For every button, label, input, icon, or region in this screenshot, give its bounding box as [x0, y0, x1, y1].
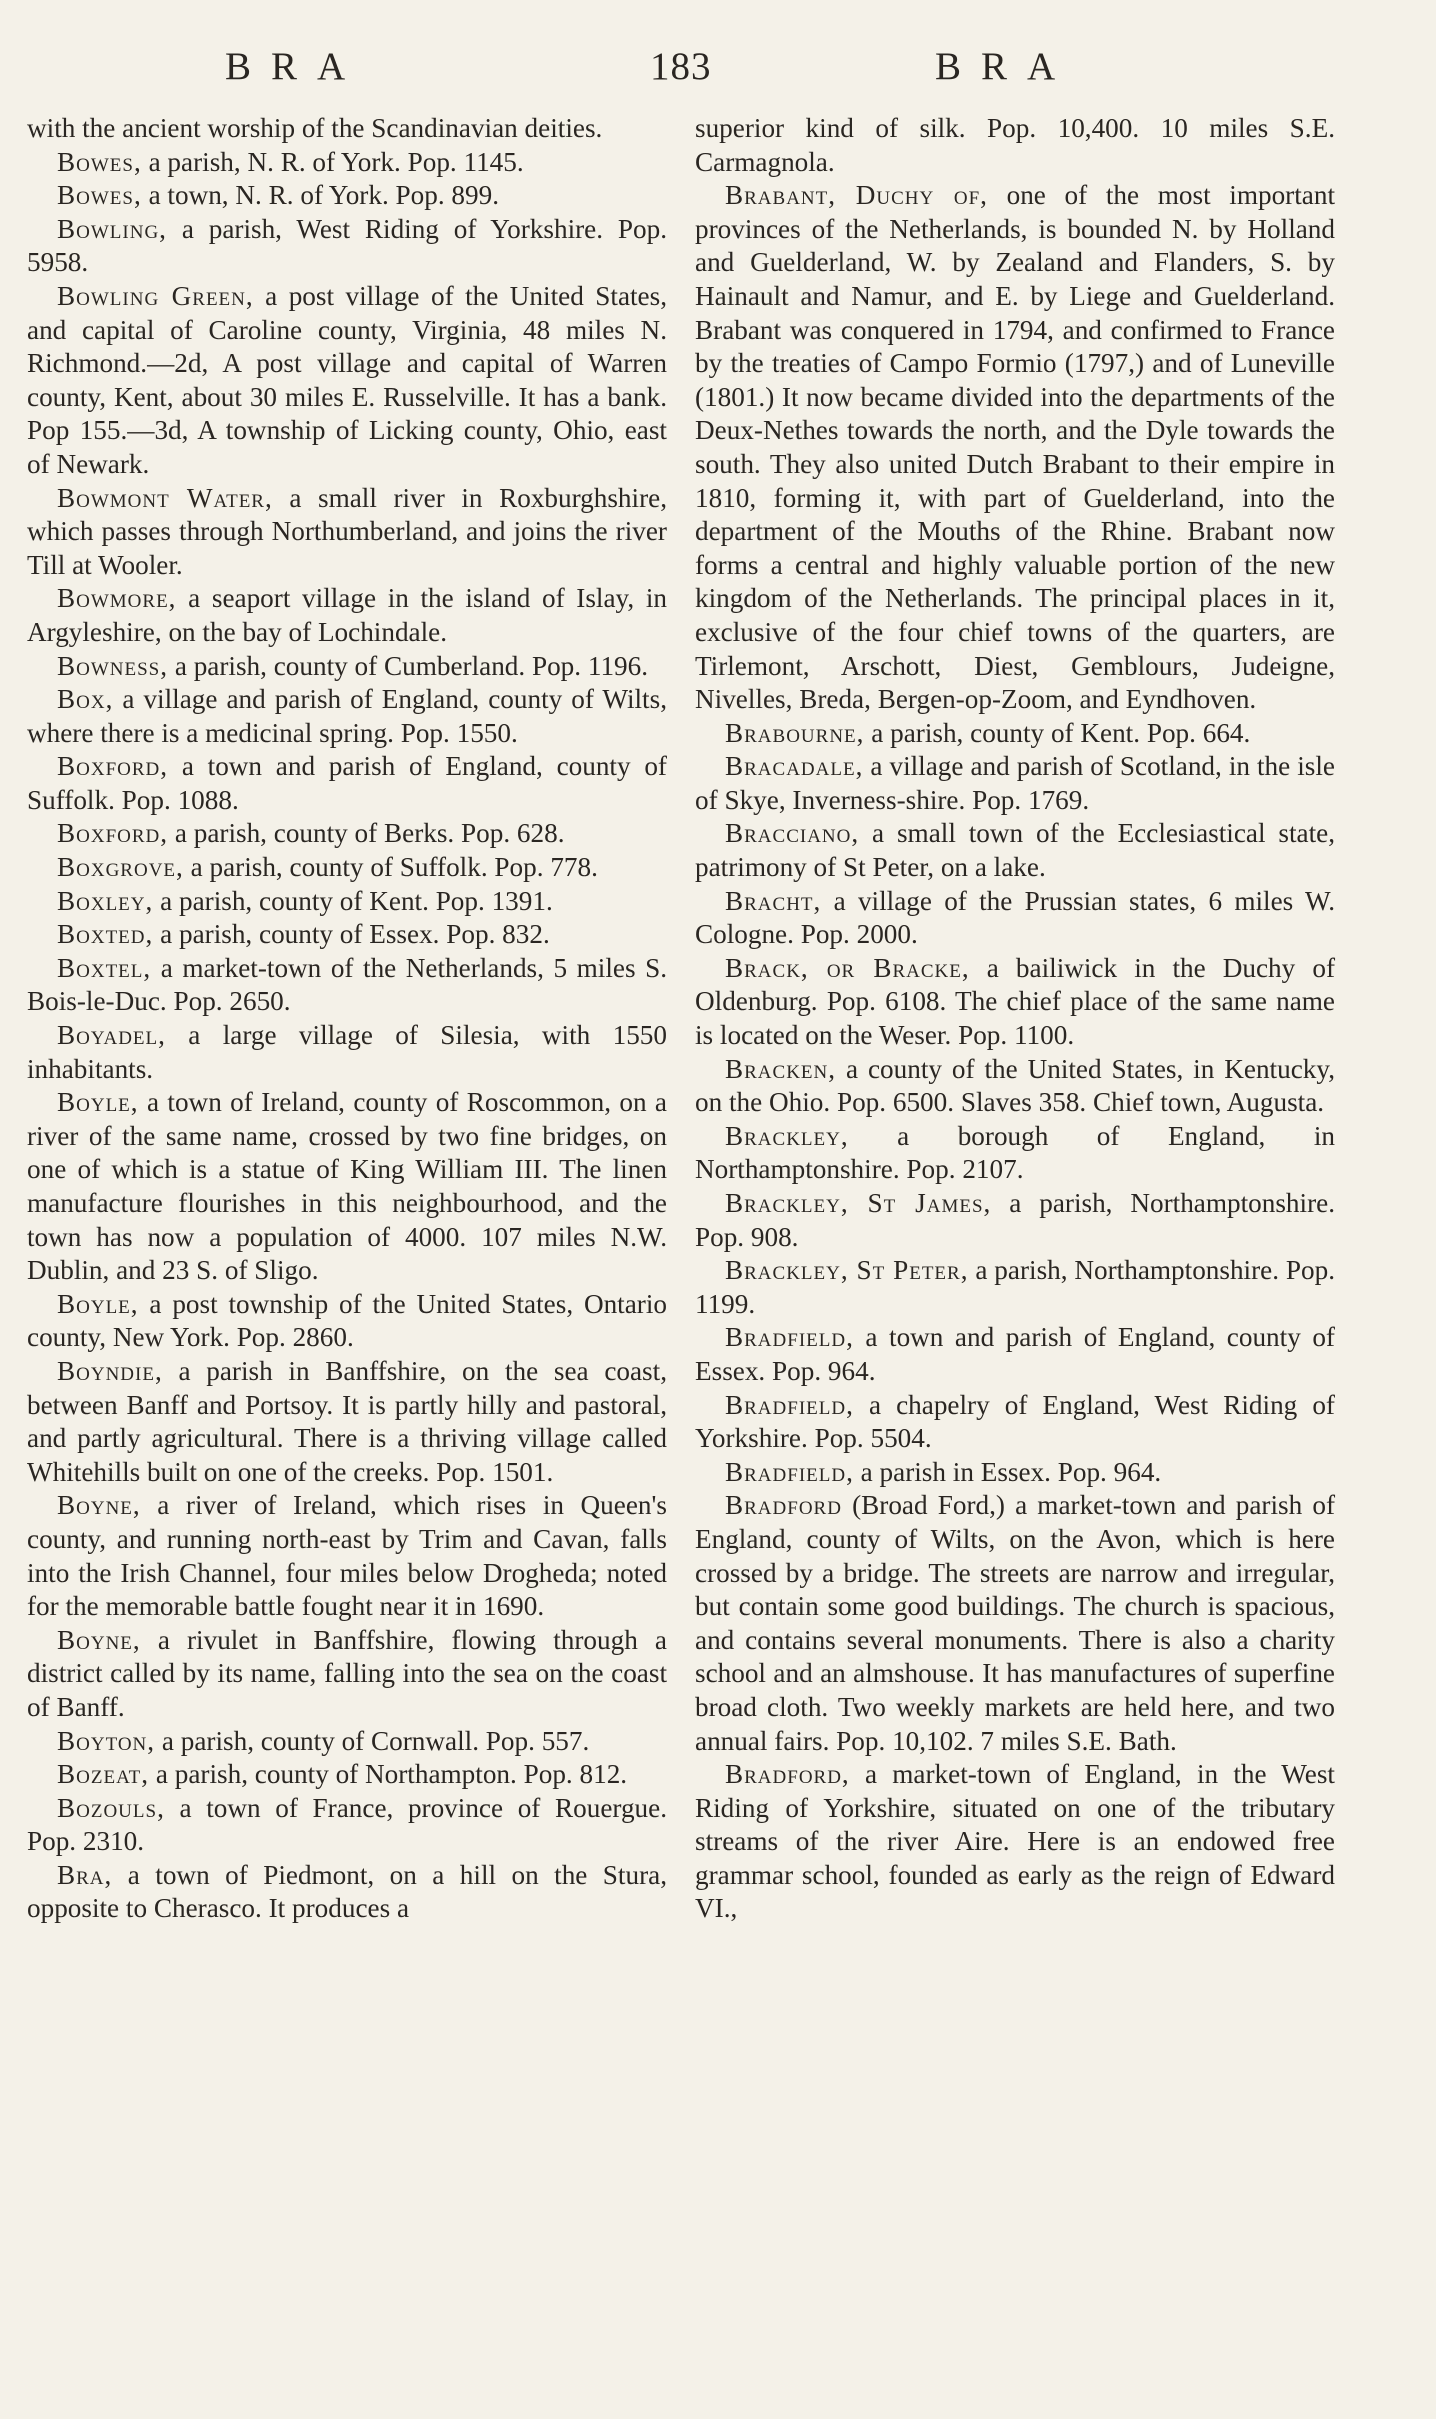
- running-header: [0, 44, 1436, 96]
- entry-headword: Bowling,: [57, 213, 167, 244]
- entry-headword: Bowness,: [57, 650, 169, 681]
- entry-headword: Bracken,: [725, 1053, 837, 1084]
- right-column: [695, 112, 1335, 1926]
- entry-headword: Bracadale,: [725, 751, 864, 782]
- entry-headword: Boyndie,: [57, 1355, 163, 1386]
- entry-text: a parish, Northamptonshire. Pop. 908.: [695, 1188, 1335, 1252]
- entry-text: a borough of England, in Northamptonshire. Pop. 2107.: [695, 1120, 1335, 1185]
- gazetteer-entry: [27, 1725, 667, 1759]
- entry-headword: Bowes,: [57, 180, 142, 211]
- entry-text: a parish, county of Essex. Pop. 832.: [153, 919, 550, 950]
- entry-text: a parish, county of Cornwall. Pop. 557.: [155, 1725, 590, 1756]
- gazetteer-entry: [27, 1758, 667, 1792]
- header-left: BRA: [225, 45, 366, 88]
- entry-text: a town of France, province of Rouergue. Pop. 2310.: [27, 1792, 667, 1857]
- gazetteer-entry: [695, 750, 1335, 817]
- gazetteer-entry: [27, 918, 667, 952]
- gazetteer-entry: [27, 650, 667, 684]
- entry-headword: Brackley, St James,: [725, 1188, 992, 1218]
- entry-text: a town, N. R. of York. Pop. 899.: [141, 180, 500, 211]
- entry-text: a county of the United States, in Kentucky, on the Ohio. Pop. 6500. Slaves 358. Chief town, Augusta.: [695, 1053, 1335, 1118]
- entry-text: a market-town of the Netherlands, 5 miles S. Bois-le-Duc. Pop. 2650.: [27, 952, 667, 1017]
- gazetteer-entry: [27, 1288, 667, 1355]
- gazetteer-entry: [695, 1120, 1335, 1187]
- entry-headword: Boyne,: [57, 1624, 141, 1655]
- entry-text: a parish, N. R. of York. Pop. 1145.: [141, 146, 524, 177]
- header-right: BRA: [935, 45, 1076, 88]
- entry-headword: Bozouls,: [57, 1792, 165, 1823]
- gazetteer-entry: [695, 1389, 1335, 1456]
- gazetteer-entry: [27, 1489, 667, 1623]
- gazetteer-entry: [27, 1624, 667, 1725]
- gazetteer-entry: [695, 1053, 1335, 1120]
- entry-text: a market-town of England, in the West Riding of Yorkshire, situated on one of the tributary streams of the river Aire. Here is an endowed free grammar school, founded as early as the reign of Edward VI.,: [695, 1759, 1335, 1924]
- entry-text: a post village of the United States, and capital of Caroline county, Virginia, 48 miles N. Richmond.—2d, A post village and capital of Warren county, Kent, about 30 miles E. Russelville. It has a bank. Pop 155.—3d, A township of Licking county, Ohio, east of Newark.: [27, 280, 668, 479]
- entry-headword: Brack, or Bracke,: [725, 952, 970, 983]
- entry-text: a parish, county of Suffolk. Pop. 778.: [183, 852, 598, 883]
- entry-text: a small town of the Ecclesiastical state, patrimony of St Peter, on a lake.: [695, 818, 1335, 883]
- gazetteer-entry: [27, 1086, 667, 1288]
- gazetteer-entry: [27, 112, 667, 146]
- entry-headword: Boxford,: [57, 751, 169, 782]
- entry-headword: Boyle,: [57, 1087, 139, 1118]
- gazetteer-entry: [695, 179, 1335, 717]
- entry-text: a town and parish of England, county of Suffolk. Pop. 1088.: [27, 751, 667, 815]
- gazetteer-entry: [27, 885, 667, 919]
- entry-headword: Bowling Green,: [57, 280, 254, 311]
- entry-headword: Boxtel,: [57, 952, 152, 983]
- entry-text: a rivulet in Banffshire, flowing through a district called by its name, falling into the sea on the coast of Banff.: [27, 1624, 667, 1722]
- entry-headword: Boxley,: [57, 885, 154, 916]
- gazetteer-entry: [27, 482, 667, 583]
- gazetteer-entry: [695, 817, 1335, 884]
- left-column: [27, 112, 667, 1926]
- entry-headword: Bradfield,: [725, 1456, 854, 1487]
- entry-text: a parish, county of Northampton. Pop. 812.: [149, 1759, 628, 1790]
- entry-text: a large village of Silesia, with 1550 inhabitants.: [27, 1020, 667, 1084]
- gazetteer-entry: [27, 851, 667, 885]
- entry-headword: Boxted,: [57, 919, 154, 950]
- gazetteer-entry: [27, 952, 667, 1019]
- entry-text: a small river in Roxburghshire, which passes through Northumberland, and joins the river Till at Wooler.: [27, 482, 668, 580]
- gazetteer-entry: [695, 1456, 1335, 1490]
- gazetteer-entry: [27, 146, 667, 180]
- entry-text: a seaport village in the island of Islay, in Argyleshire, on the bay of Lochindale.: [27, 583, 667, 647]
- entry-headword: Bowmont Water,: [57, 482, 273, 513]
- entry-headword: Bradford: [725, 1490, 842, 1521]
- entry-text: a chapelry of England, West Riding of Yorkshire. Pop. 5504.: [695, 1389, 1335, 1454]
- entry-headword: Bowmore,: [57, 583, 177, 614]
- entry-headword: Bracciano,: [725, 818, 860, 849]
- entry-text: a town and parish of England, county of Essex. Pop. 964.: [695, 1322, 1335, 1386]
- entry-text: a parish, county of Cumberland. Pop. 1196.: [168, 650, 649, 681]
- entry-text: a town of Piedmont, on a hill on the Stura, opposite to Cherasco. It produces a: [27, 1859, 667, 1924]
- entry-headword: Box,: [57, 684, 114, 715]
- entry-text: a village of the Prussian states, 6 miles W. Cologne. Pop. 2000.: [695, 885, 1335, 950]
- gazetteer-entry: [27, 817, 667, 851]
- gazetteer-entry: [695, 1254, 1335, 1321]
- gazetteer-entry: [695, 112, 1335, 179]
- gazetteer-entry: [695, 1489, 1335, 1758]
- gazetteer-entry: [27, 1859, 667, 1926]
- entry-text: a bailiwick in the Duchy of Oldenburg. Pop. 6108. The chief place of the same name is located on the Weser. Pop. 1100.: [695, 952, 1335, 1051]
- entry-headword: Bradfield,: [725, 1322, 854, 1353]
- entry-text: a parish, county of Kent. Pop. 1391.: [153, 885, 553, 916]
- entry-headword: Bracht,: [725, 885, 822, 916]
- entry-headword: Bradford,: [725, 1759, 850, 1790]
- entry-headword: Boxgrove,: [57, 852, 184, 883]
- entry-headword: Boyle,: [57, 1288, 139, 1319]
- gazetteer-entry: [695, 1187, 1335, 1254]
- entry-headword: Boxford,: [57, 818, 169, 849]
- entry-headword: Boyne,: [57, 1490, 141, 1521]
- gazetteer-entry: [27, 1355, 667, 1489]
- gazetteer-entry: [27, 1019, 667, 1086]
- gazetteer-entry: [695, 1321, 1335, 1388]
- gazetteer-entry: [27, 750, 667, 817]
- gazetteer-entry: [695, 1758, 1335, 1926]
- page-number: 183: [650, 45, 712, 88]
- gazetteer-entry: [695, 885, 1335, 952]
- entry-headword: Bradfield,: [725, 1389, 854, 1420]
- entry-headword: Brackley,: [725, 1120, 849, 1151]
- entry-text: a post township of the United States, Ontario county, New York. Pop. 2860.: [27, 1288, 667, 1353]
- entry-text: one of the most important provinces of the Netherlands, is bounded N. by Holland and Guelderland, W. by Zealand and Flanders, S. by Hainault and Namur, and E. by Liege and Guelderland. Brabant was conquered in 1794, and confirmed to France by the treaties of Campo Formio (1797,) and of Luneville (1801.) It now became divided into the departments of the Deux-Nethes towards the north, and the Dyle towards the south. They also united Dutch Brabant to their empire in 1810, forming it, with part of Guelderland, into the department of the Mouths of the Rhine. Brabant now forms a central and highly valuable portion of the new kingdom of the Netherlands. The principal places in it, exclusive of the four chief towns of the quarters, are Tirlemont, Arschott, Diest, Gemblours, Judeigne, Nivelles, Breda, Bergen-op-Zoom, and Eyndhoven.: [695, 180, 1336, 715]
- entry-headword: Boyadel,: [57, 1020, 166, 1051]
- gazetteer-entry: [27, 179, 667, 213]
- entry-headword: Brabant, Duchy of,: [725, 180, 988, 211]
- entry-text: a parish, county of Kent. Pop. 664.: [864, 717, 1251, 748]
- entry-text: a parish, West Riding of Yorkshire. Pop. 5958.: [27, 213, 667, 278]
- entry-text: superior kind of silk. Pop. 10,400. 10 miles S.E. Carmagnola.: [695, 113, 1335, 177]
- gazetteer-entry: [695, 952, 1335, 1053]
- entry-text: a parish, county of Berks. Pop. 628.: [168, 818, 565, 849]
- gazetteer-entry: [695, 717, 1335, 751]
- entry-text: with the ancient worship of the Scandinavian deities.: [27, 113, 603, 143]
- entry-text: a parish in Banffshire, on the sea coast, between Banff and Portsoy. It is partly hilly and pastoral, and partly agricultural. There is a thriving village called Whitehills built on one of the creeks. Pop. 1501.: [27, 1355, 667, 1487]
- entry-headword: Bra,: [57, 1859, 113, 1890]
- gazetteer-entry: [27, 582, 667, 649]
- entry-headword: Brabourne,: [725, 717, 865, 748]
- entry-text: a river of Ireland, which rises in Queen's county, and running north-east by Trim and Cavan, falls into the Irish Channel, four miles below Drogheda; noted for the memorable battle fought near it in 1690.: [27, 1490, 667, 1622]
- entry-text: a parish, Northamptonshire. Pop. 1199.: [695, 1255, 1335, 1319]
- gazetteer-entry: [27, 1792, 667, 1859]
- entry-text: a parish in Essex. Pop. 964.: [853, 1456, 1162, 1487]
- entry-text: a town of Ireland, county of Roscommon, on a river of the same name, crossed by two fine bridges, on one of which is a statue of King William III. The linen manufacture flourishes in this neighbourhood, and the town has now a population of 4000. 107 miles N.W. Dublin, and 23 S. of Sligo.: [27, 1087, 667, 1286]
- entry-headword: Boyton,: [57, 1725, 156, 1756]
- entry-headword: Bozeat,: [57, 1759, 150, 1790]
- entry-headword: Bowes,: [57, 146, 142, 177]
- entry-headword: Brackley, St Peter,: [725, 1255, 969, 1286]
- entry-text: a village and parish of England, county of Wilts, where there is a medicinal spring. Pop. 1550.: [27, 684, 667, 748]
- entry-text: a village and parish of Scotland, in the isle of Skye, Inverness-shire. Pop. 1769.: [695, 751, 1335, 815]
- gazetteer-entry: [27, 280, 667, 482]
- entry-text: (Broad Ford,) a market-town and parish of England, county of Wilts, on the Avon, which is here crossed by a bridge. The streets are narrow and irregular, but contain some good buildings. The church is spacious, and contains several monuments. There is also a charity school and an almshouse. It has manufactures of superfine broad cloth. Two weekly markets are held here, and two annual fairs. Pop. 10,102. 7 miles S.E. Bath.: [695, 1490, 1335, 1756]
- gazetteer-entry: [27, 683, 667, 750]
- gazetteer-entry: [27, 213, 667, 280]
